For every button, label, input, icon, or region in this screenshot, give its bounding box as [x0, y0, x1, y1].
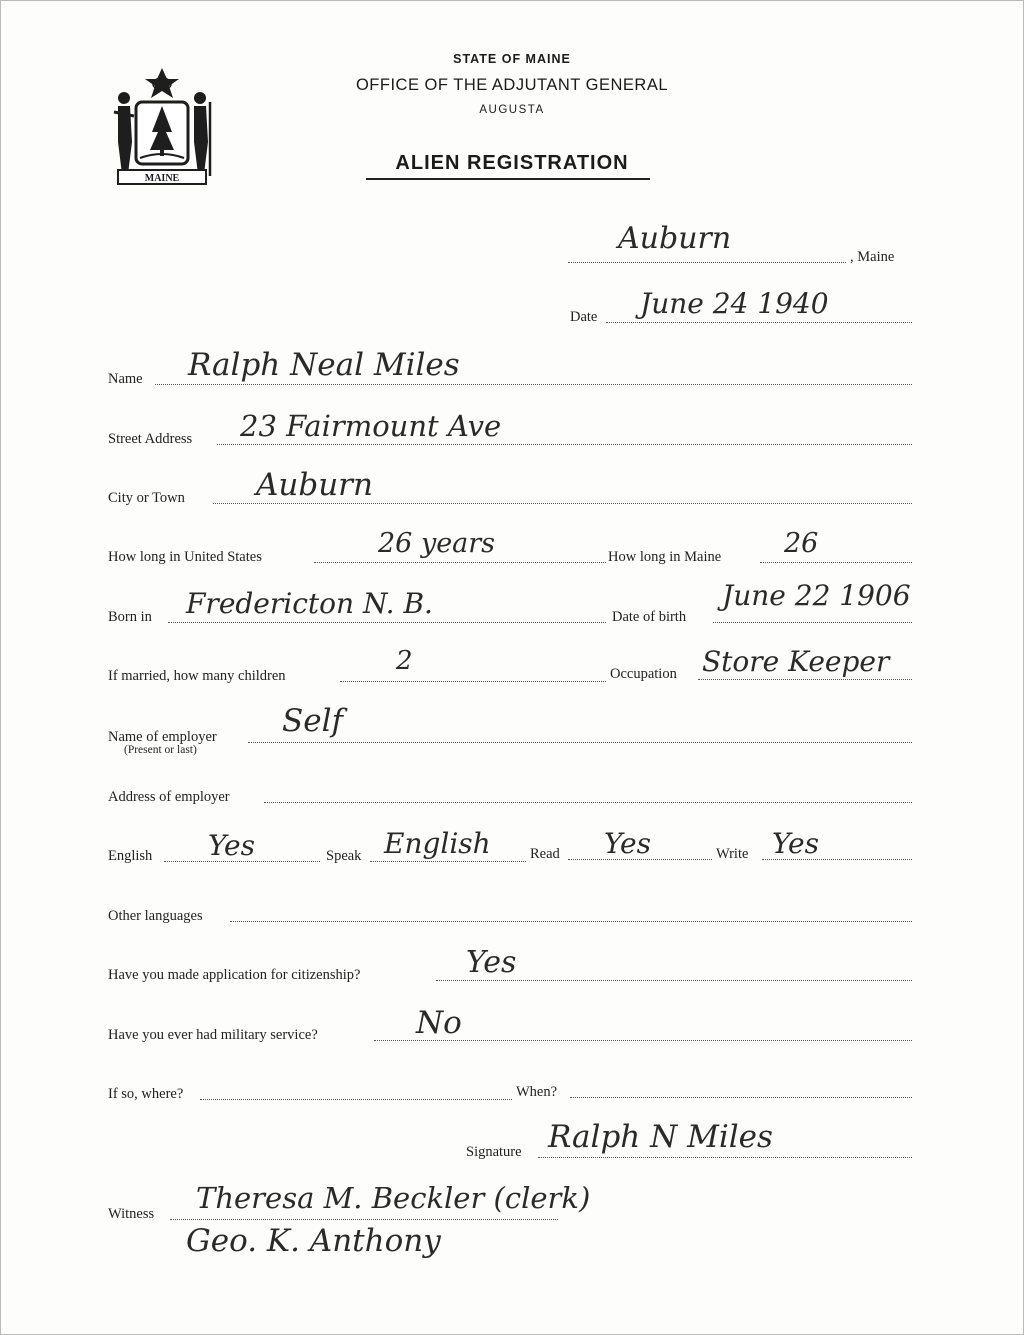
witness-1-value: Theresa M. Beckler (clerk) — [196, 1181, 591, 1215]
seal-banner-text: MAINE — [144, 173, 180, 184]
write-value: Yes — [772, 827, 819, 860]
speak-label: Speak — [326, 848, 362, 864]
where-label: If so, where? — [108, 1086, 184, 1102]
street-value: 23 Fairmount Ave — [240, 409, 502, 443]
military-label: Have you ever had military service? — [108, 1027, 318, 1043]
us-line — [314, 562, 606, 563]
employer-label: Name of employer — [108, 729, 217, 745]
other-languages-label: Other languages — [108, 908, 203, 924]
write-label: Write — [716, 846, 749, 862]
header-state: STATE OF MAINE — [453, 52, 571, 66]
employer-line — [248, 742, 912, 743]
town-value: Auburn — [618, 221, 732, 256]
city-label: City or Town — [108, 490, 185, 506]
children-value: 2 — [396, 646, 413, 676]
header-city: AUGUSTA — [479, 104, 545, 116]
form-title: ALIEN REGISTRATION — [395, 152, 629, 174]
signature-label: Signature — [466, 1144, 522, 1160]
occupation-line — [698, 679, 912, 680]
header-office: OFFICE OF THE ADJUTANT GENERAL — [355, 76, 669, 94]
name-line — [155, 384, 912, 385]
occupation-value: Store Keeper — [702, 645, 890, 678]
city-value: Auburn — [256, 467, 373, 503]
witness-label: Witness — [108, 1206, 155, 1222]
witness-line — [170, 1219, 558, 1220]
occupation-label: Occupation — [610, 666, 677, 682]
date-value: June 24 1940 — [640, 287, 829, 320]
born-label: Born in — [108, 609, 152, 625]
speak-line — [370, 861, 526, 862]
witness-2-value: Geo. K. Anthony — [186, 1223, 441, 1259]
city-line — [213, 503, 912, 504]
citizenship-label: Have you made application for citizenship? — [108, 967, 361, 983]
maine-value: 26 — [784, 528, 819, 559]
children-label: If married, how many children — [108, 668, 286, 684]
name-label: Name — [108, 371, 143, 387]
employer-address-label: Address of employer — [108, 789, 230, 805]
us-value: 26 years — [378, 528, 496, 559]
employer-sublabel: (Present or last) — [124, 744, 197, 756]
read-label: Read — [530, 846, 560, 862]
where-line — [200, 1099, 512, 1100]
date-label: Date — [570, 309, 598, 325]
dob-label: Date of birth — [612, 609, 687, 625]
dob-line — [713, 622, 912, 623]
maine-line — [760, 562, 912, 563]
maine-label: How long in Maine — [608, 549, 722, 565]
read-value: Yes — [604, 827, 651, 860]
citizenship-line — [436, 980, 912, 981]
dob-value: June 22 1906 — [722, 579, 911, 612]
employer-value: Self — [282, 703, 343, 739]
other-languages-line — [230, 921, 912, 922]
when-label: When? — [516, 1084, 558, 1100]
english-value: Yes — [208, 829, 255, 862]
town-suffix: , Maine — [850, 249, 895, 265]
citizenship-value: Yes — [466, 945, 517, 980]
children-line — [340, 681, 606, 682]
born-value: Fredericton N. B. — [186, 587, 433, 620]
title-underline — [366, 178, 650, 180]
when-line — [570, 1097, 912, 1098]
date-line — [606, 322, 912, 323]
signature-value: Ralph N Miles — [548, 1119, 773, 1155]
us-label: How long in United States — [108, 549, 262, 565]
town-line — [568, 262, 846, 263]
employer-address-line — [264, 802, 912, 803]
born-line — [168, 622, 606, 623]
english-label: English — [108, 848, 153, 864]
signature-line — [538, 1157, 912, 1158]
speak-value: English — [384, 827, 491, 860]
name-value: Ralph Neal Miles — [188, 347, 460, 383]
street-line — [217, 444, 912, 445]
street-label: Street Address — [108, 431, 193, 447]
military-value: No — [416, 1005, 462, 1041]
